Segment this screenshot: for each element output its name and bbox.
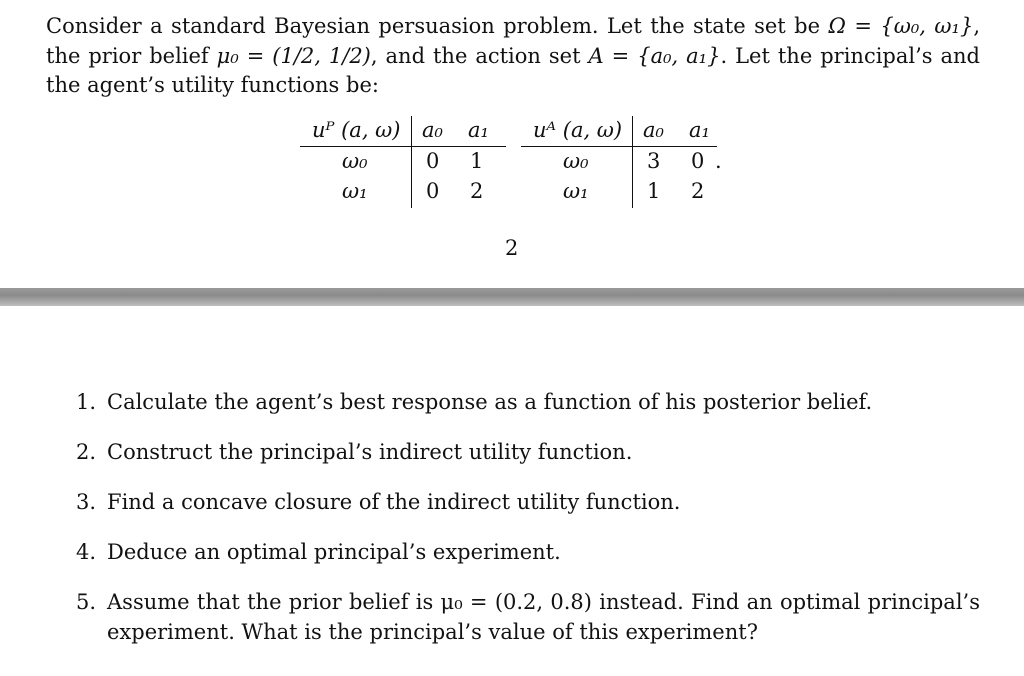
question-text: Calculate the agent’s best response as a function of his posterior belief. [107, 390, 873, 414]
agent-table-header: uᴬ (a, ω) [533, 118, 623, 142]
agent-row-w0: ω₀ [563, 149, 589, 173]
principal-cell-w1-a0: 0 [426, 179, 440, 203]
agent-table-separator [632, 116, 633, 208]
intro-text-1: Consider a standard Bayesian persuasion problem. Let the state set be [46, 14, 829, 38]
state-set-math: Ω = {ω₀, ω₁} [828, 14, 974, 38]
principal-row-w1: ω₁ [342, 179, 368, 203]
agent-cell-w1-a0: 1 [647, 179, 661, 203]
agent-table-trailing-period: . [715, 149, 722, 173]
principal-cell-w0-a1: 1 [470, 149, 484, 173]
agent-col-a1: a₁ [689, 118, 710, 142]
principal-table-rule [300, 146, 506, 147]
question-list [76, 388, 980, 668]
intro-text-3: , and the action set [370, 43, 589, 68]
principal-col-a0: a₀ [422, 118, 443, 142]
page-divider [0, 288, 1024, 306]
question-item [76, 438, 980, 468]
prior-math: μ₀ = (1/2, 1/2) [216, 43, 371, 68]
principal-cell-w1-a1: 2 [470, 179, 484, 203]
principal-table-separator [411, 116, 412, 208]
question-item [76, 588, 980, 647]
question-item [76, 488, 980, 518]
agent-row-w1: ω₁ [563, 179, 589, 203]
question-number: 3. [76, 490, 97, 514]
question-text: Find a concave closure of the indirect utility function. [107, 490, 681, 514]
action-set-math: A = {a₀, a₁} [588, 43, 721, 68]
question-item [76, 388, 980, 418]
question-text: Assume that the prior belief is μ₀ = (0.2, 0.8) instead. Find an optimal principal’s experiment. What is the principal’s value of this experiment? [107, 590, 980, 644]
question-item [76, 538, 980, 568]
principal-row-w0: ω₀ [342, 149, 368, 173]
agent-table-rule [521, 146, 717, 147]
intro-text-4: . Let the principal’s and the agent’s utility functions be: [46, 43, 981, 97]
agent-col-a0: a₀ [643, 118, 664, 142]
question-number: 1. [76, 390, 97, 414]
agent-cell-w0-a1: 0 [691, 149, 705, 173]
agent-utility-table [521, 116, 751, 210]
intro-text-2: , the prior belief [46, 14, 980, 68]
agent-cell-w0-a0: 3 [647, 149, 661, 173]
question-text: Construct the principal’s indirect utility function. [107, 440, 633, 464]
page-number: 2 [505, 236, 519, 260]
principal-table-header: uᴾ (a, ω) [312, 118, 401, 142]
page-top-panel [0, 0, 1024, 286]
question-number: 2. [76, 440, 97, 464]
agent-cell-w1-a1: 2 [691, 179, 705, 203]
question-text: Deduce an optimal principal’s experiment. [107, 540, 561, 564]
principal-col-a1: a₁ [468, 118, 489, 142]
principal-cell-w0-a0: 0 [426, 149, 440, 173]
question-number: 4. [76, 540, 97, 564]
principal-utility-table [300, 116, 506, 210]
intro-paragraph [46, 12, 980, 101]
question-number: 5. [76, 590, 97, 614]
